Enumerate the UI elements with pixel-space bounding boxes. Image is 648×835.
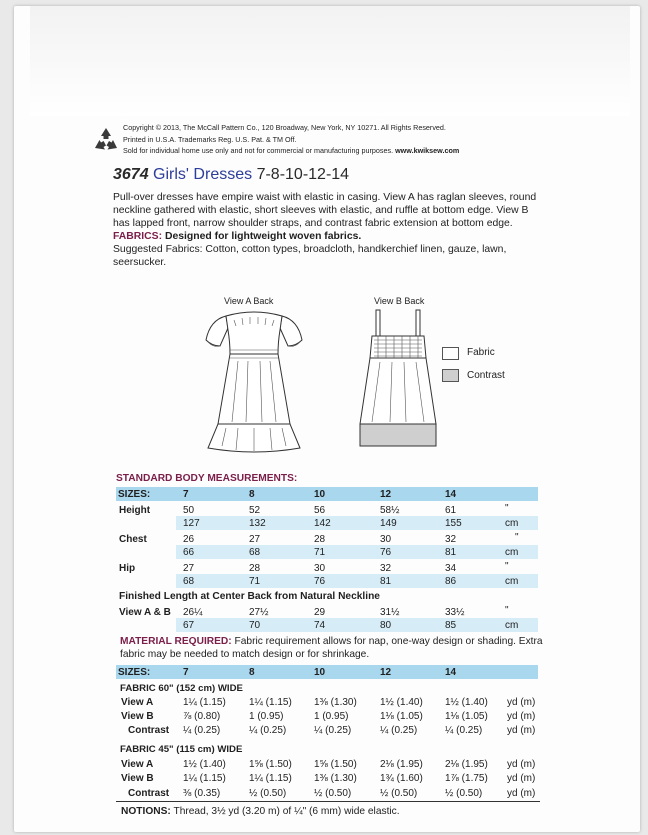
table-cell: 1¼ (1.15) [249,697,292,708]
sizes-label: SIZES: [118,489,151,500]
recycle-icon [92,126,120,154]
unit-label: " [505,503,509,514]
unit-label: yd (m) [507,759,536,770]
table-cell: 1⅝ (1.50) [314,759,357,770]
metric-row-shade [176,618,538,632]
unit-label: yd (m) [507,725,536,736]
material-text: Fabric requirement allows for nap, one-way design or shading. Extra fabric may be needed to match design or for shrinkage. [120,636,543,660]
copyright-line: Copyright © 2013, The McCall Pattern Co., 120 Broadway, New York, NY 10271. All Rights Reserved. [123,123,446,132]
description-text: Pull-over dresses have empire waist with elastic in casing. View A has raglan sleeves, round neckline gathered with elastic, short sleeves with elastic, and ruffle at bottom edge. View B has lapped front, narrow shoulder straps, and contrast fabric extension at bottom edge. [113,192,537,229]
table-cell: 1¾ (1.60) [380,773,423,784]
row-label: View B [121,773,154,784]
size-cell: 10 [314,667,326,678]
row-label: View A [121,697,154,708]
fabric-group-title: FABRIC 60" (152 cm) WIDE [120,683,243,694]
table-cell: 67 [183,620,195,631]
envelope-fold [30,6,630,116]
table-cell: ¼ (0.25) [445,725,483,736]
table-cell: 71 [249,576,261,587]
view-a-label: View A Back [224,296,274,306]
table-cell: 1⅜ (1.30) [314,773,357,784]
table-cell: ⅜ (0.35) [183,788,221,799]
notions-text: Thread, 3½ yd (3.20 m) of ¼" (6 mm) wide elastic. [173,806,400,817]
table-cell: ¼ (0.25) [380,725,418,736]
table-cell: 86 [445,576,457,587]
pattern-number: 3674 [113,166,149,183]
copyright-line: Sold for individual home use only and not for commercial or manufacturing purposes. [123,146,394,156]
pattern-title [113,166,349,184]
unit-label: cm [505,620,519,631]
view-b-back-illustration [356,306,440,458]
table-cell: 1¼ (1.15) [183,773,226,784]
size-cell: 14 [445,489,457,500]
fabrics-label: FABRICS: [113,231,163,242]
table-cell: 30 [380,534,392,545]
table-cell: ¼ (0.25) [183,725,221,736]
table-cell: 71 [314,547,326,558]
unit-label: yd (m) [507,773,536,784]
unit-label: cm [505,576,519,587]
table-cell: 26 [183,534,195,545]
table-cell: ½ (0.50) [314,788,352,799]
sizes-header-bar [116,487,538,501]
table-cell: 1½ (1.40) [445,697,488,708]
unit-label: yd (m) [507,788,536,799]
table-cell: 33½ [445,607,465,618]
table-cell: 68 [183,576,195,587]
pattern-name: Girls' Dresses [153,166,253,183]
table-cell: 34 [445,563,457,574]
size-cell: 14 [445,667,457,678]
table-cell: ¼ (0.25) [314,725,352,736]
row-label-chest: Chest [119,534,147,545]
size-cell: 7 [183,667,189,678]
row-label-height: Height [119,505,151,516]
metric-row-shade [176,516,538,530]
material-required [120,635,544,661]
table-cell: 61 [445,505,457,516]
table-cell: 1⅛ (1.05) [380,711,423,722]
size-cell: 12 [380,489,392,500]
unit-label: " [505,561,509,572]
table-cell: 30 [314,563,326,574]
table-cell: 155 [445,518,462,529]
metric-row-shade [176,574,538,588]
table-cell: 28 [314,534,326,545]
copyright-text [123,122,459,157]
table-cell: 1¼ (1.15) [183,697,226,708]
pattern-sizes: 7-8-10-12-14 [256,166,350,183]
sizes-header-bar [116,665,538,679]
finished-length-title: Finished Length at Center Back from Natural Neckline [119,591,380,602]
table-cell: 27½ [249,607,269,618]
copyright-line: Printed in U.S.A. Trademarks Reg. U.S. Pat. & TM Off. [123,134,297,144]
table-cell: 26¼ [183,607,203,618]
legend-swatch-fabric [442,347,459,360]
row-label-view-a-b: View A & B [119,607,171,618]
legend-swatch-contrast [442,369,459,382]
table-cell: 149 [380,518,397,529]
table-cell: 74 [314,620,326,631]
table-cell: 68 [249,547,261,558]
notions-label: NOTIONS: [121,806,171,817]
material-label: MATERIAL REQUIRED: [120,636,232,647]
table-cell: 80 [380,620,392,631]
table-cell: 1½ (1.40) [183,759,226,770]
table-cell: 1⅞ (1.75) [445,773,488,784]
size-cell: 10 [314,489,326,500]
description-block [113,191,543,269]
table-cell: 50 [183,505,195,516]
table-cell: ½ (0.50) [445,788,483,799]
unit-label: " [505,605,509,616]
row-label: Contrast [128,788,170,799]
table-cell: 85 [445,620,457,631]
table-cell: 81 [445,547,457,558]
table-cell: ½ (0.50) [249,788,287,799]
legend-label-fabric: Fabric [467,347,495,358]
table-cell: 1⅛ (1.05) [445,711,488,722]
table-cell: 2⅛ (1.95) [445,759,488,770]
table-cell: 52 [249,505,261,516]
row-label: View B [121,711,154,722]
table-cell: 28 [249,563,261,574]
metric-row-shade [176,545,538,559]
size-cell: 12 [380,667,392,678]
fabric-group-title: FABRIC 45" (115 cm) WIDE [120,744,243,755]
unit-label: yd (m) [507,711,536,722]
row-label-hip: Hip [119,563,136,574]
size-cell: 8 [249,489,255,500]
table-cell: 1⅜ (1.30) [314,697,357,708]
website-link[interactable]: www.kwiksew.com [395,146,460,156]
table-cell: 1 (0.95) [249,711,284,722]
legend-label-contrast: Contrast [467,370,505,381]
table-cell: ½ (0.50) [380,788,418,799]
measurements-title: STANDARD BODY MEASUREMENTS: [116,473,298,484]
table-cell: 32 [445,534,457,545]
row-label: Contrast [128,725,170,736]
table-cell: 1½ (1.40) [380,697,423,708]
table-cell: 66 [183,547,195,558]
table-cell: 1⅝ (1.50) [249,759,292,770]
table-cell: 1¼ (1.15) [249,773,292,784]
notions-line [121,806,400,817]
table-cell: ¼ (0.25) [249,725,287,736]
table-cell: 81 [380,576,392,587]
sizes-label: SIZES: [118,667,151,678]
table-cell: 132 [249,518,266,529]
table-cell: 58½ [380,505,400,516]
table-cell: ⅞ (0.80) [183,711,221,722]
table-cell: 31½ [380,607,400,618]
row-label: View A [121,759,154,770]
fabrics-note: Designed for lightweight woven fabrics. [164,231,362,242]
table-cell: 142 [314,518,331,529]
unit-label: cm [505,518,519,529]
unit-label: yd (m) [507,697,536,708]
table-cell: 56 [314,505,326,516]
view-a-back-illustration [198,306,310,458]
table-cell: 27 [249,534,261,545]
table-cell: 127 [183,518,200,529]
table-cell: 29 [314,607,326,618]
unit-label: " [515,532,519,543]
table-cell: 76 [314,576,326,587]
table-cell: 76 [380,547,392,558]
view-b-label: View B Back [374,296,425,306]
table-cell: 32 [380,563,392,574]
table-cell: 27 [183,563,195,574]
size-cell: 7 [183,489,189,500]
unit-label: cm [505,547,519,558]
table-cell: 70 [249,620,261,631]
notions-divider [116,801,540,802]
table-cell: 2⅛ (1.95) [380,759,423,770]
size-cell: 8 [249,667,255,678]
table-cell: 1 (0.95) [314,711,349,722]
suggested-fabrics: Suggested Fabrics: Cotton, cotton types, broadcloth, handkerchief linen, gauze, lawn, seersucker. [113,244,507,268]
